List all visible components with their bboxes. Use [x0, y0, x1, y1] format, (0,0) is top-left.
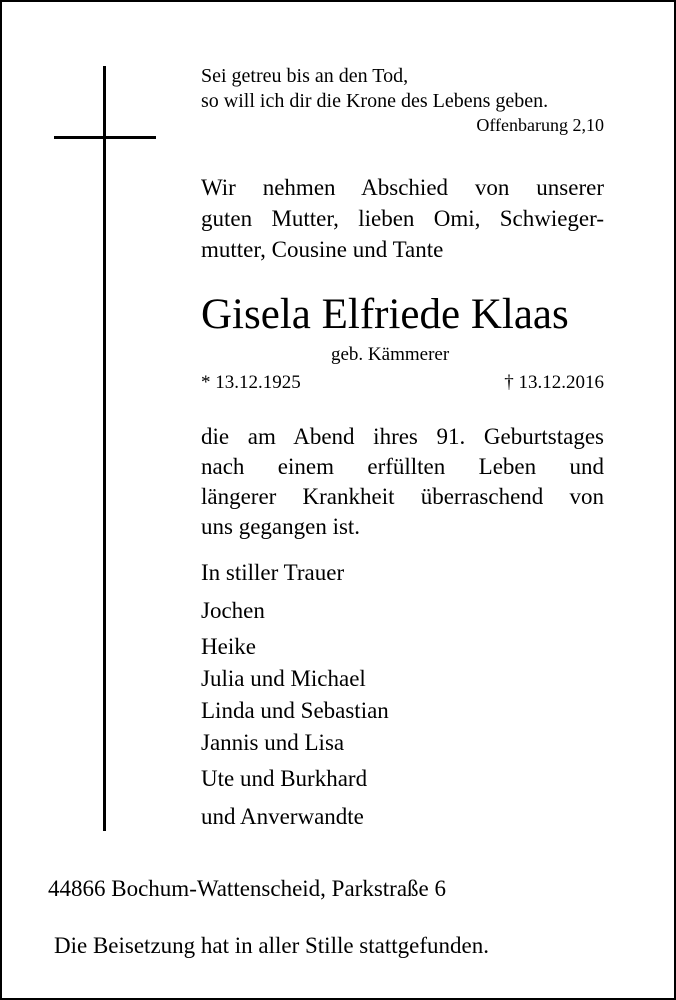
- birth-date: * 13.12.1925: [201, 372, 301, 393]
- text-line: längerer Krankheit überraschend von: [201, 484, 604, 509]
- mourner-name: Jannis und Lisa: [201, 730, 345, 755]
- intro-line: Wir nehmen Abschied von unserer: [201, 175, 604, 200]
- closing-note: Die Beisetzung hat in aller Stille stattgefunden.: [54, 933, 489, 958]
- text-line: die am Abend ihres 91. Geburtstages: [201, 424, 604, 449]
- verse-line: Sei getreu bis an den Tod,: [201, 65, 409, 87]
- bible-verse: [201, 64, 604, 136]
- intro-line: guten Mutter, lieben Omi, Schwieger-: [201, 206, 604, 231]
- verse-line: so will ich dir die Krone des Lebens geben.: [201, 90, 549, 112]
- intro-line: mutter, Cousine und Tante: [201, 237, 444, 262]
- life-dates: [201, 372, 604, 394]
- mourner-name: Ute und Burkhard: [201, 766, 368, 791]
- birth-name: geb. Kämmerer: [331, 344, 450, 365]
- text-line: uns gegangen ist.: [201, 514, 361, 539]
- mourners-heading: In stiller Trauer: [201, 560, 345, 585]
- mourner-name: Linda und Sebastian: [201, 698, 389, 723]
- death-text: [201, 422, 604, 542]
- mourner-name: Jochen: [201, 598, 265, 623]
- deceased-name: Gisela Elfriede Klaas: [201, 291, 569, 338]
- cross-icon-horizontal: [54, 136, 156, 139]
- mourners-list: [201, 557, 604, 833]
- mourner-name: und Anverwandte: [201, 804, 364, 829]
- verse-reference: Offenbarung 2,10: [476, 115, 604, 135]
- address: 44866 Bochum-Wattenscheid, Parkstraße 6: [48, 876, 446, 901]
- mourner-name: Julia und Michael: [201, 666, 366, 691]
- death-date: † 13.12.2016: [504, 372, 604, 393]
- intro-text: [201, 172, 604, 265]
- mourner-name: Heike: [201, 634, 256, 659]
- text-line: nach einem erfüllten Leben und: [201, 454, 604, 479]
- cross-icon-vertical: [103, 66, 106, 831]
